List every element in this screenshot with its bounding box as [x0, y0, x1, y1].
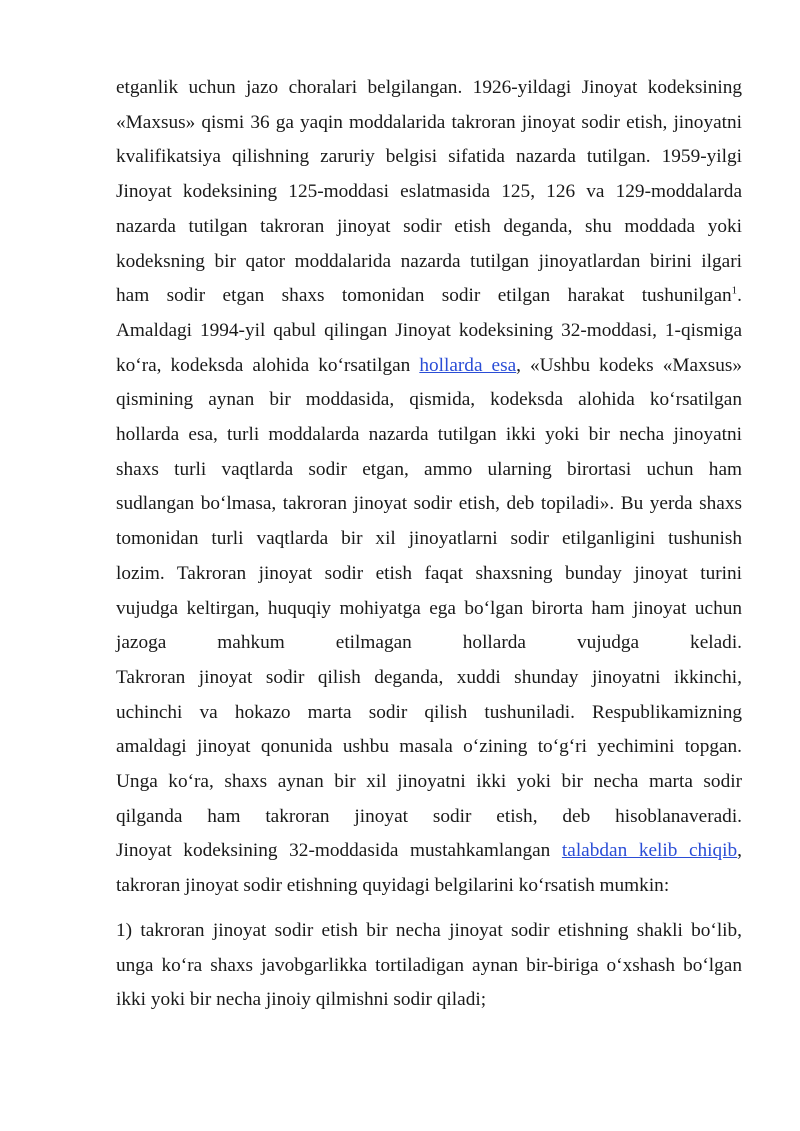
document-page	[116, 71, 742, 1018]
text-line: ikki yoki bir necha jinoiy qilmishni sodir qiladi;	[116, 989, 487, 1011]
text-segment: ham sodir etgan shaxs tomonidan sodir etilgan harakat tushunilgan	[116, 285, 732, 307]
text-line: jazoga mahkum etilmagan hollarda vujudga keladi.	[116, 632, 742, 654]
text-line: shaxs turli vaqtlarda sodir etgan, ammo ularning birortasi uchun ham	[116, 458, 742, 480]
text-segment: .	[737, 285, 742, 307]
text-line: kodeksning bir qator moddalarida nazarda tutilgan jinoyatlardan birini ilgari	[116, 250, 742, 272]
text-segment: ko‘ra, kodeksda alohida ko‘rsatilgan	[116, 354, 420, 376]
text-line: qismining aynan bir moddasida, qismida, kodeksda alohida ko‘rsatilgan	[116, 389, 742, 411]
text-line: etganlik uchun jazo choralari belgilangan. 1926-yildagi Jinoyat kodeksining	[116, 77, 742, 98]
text-line: takroran jinoyat sodir etishning quyidagi belgilarini ko‘rsatish mumkin:	[116, 875, 670, 897]
text-line: Unga ko‘ra, shaxs aynan bir xil jinoyatni ikki yoki bir necha marta sodir	[116, 771, 742, 793]
text-line	[116, 349, 742, 384]
text-line: nazarda tutilgan takroran jinoyat sodir etish deganda, shu moddada yoki	[116, 215, 742, 237]
text-line: Amaldagi 1994-yil qabul qilingan Jinoyat kodeksining 32-moddasi, 1-qismiga	[116, 319, 742, 341]
text-line: Takroran jinoyat sodir qilish deganda, xuddi shunday jinoyatni ikkinchi,	[116, 666, 742, 688]
text-line: kvalifikatsiya qilishning zaruriy belgisi sifatida nazarda tutilgan. 1959-yilgi	[116, 146, 742, 168]
footnote-marker[interactable]: 1	[731, 284, 738, 297]
text-line: 1) takroran jinoyat sodir etish bir necha jinoyat sodir etishning shakli bo‘lib,	[116, 919, 742, 941]
text-line: vujudga keltirgan, huquqiy mohiyatga ega bo‘lgan birorta ham jinoyat uchun	[116, 597, 742, 619]
text-segment: Jinoyat kodeksining 32-moddasida mustahkamlangan	[116, 840, 562, 862]
text-line: sudlangan bo‘lmasa, takroran jinoyat sodir etish, deb topiladi». Bu yerda shaxs	[116, 493, 742, 515]
body-paragraph	[116, 71, 742, 904]
text-line: uchinchi va hokazo marta sodir qilish tushuniladi. Respublikamizning	[116, 701, 742, 723]
list-item-paragraph	[116, 914, 742, 1018]
text-line	[116, 834, 742, 869]
text-line: qilganda ham takroran jinoyat sodir etish, deb hisoblanaveradi.	[116, 805, 742, 827]
text-segment: ,	[737, 840, 742, 862]
text-line	[116, 279, 742, 314]
text-line: amaldagi jinoyat qonunida ushbu masala o‘zining to‘g‘ri yechimini topgan.	[116, 736, 742, 758]
text-line: lozim. Takroran jinoyat sodir etish faqat shaxsning bunday jinoyat turini	[116, 562, 742, 584]
text-line: tomonidan turli vaqtlarda bir xil jinoyatlarni sodir etilganligini tushunish	[116, 528, 742, 550]
text-line: hollarda esa, turli moddalarda nazarda tutilgan ikki yoki bir necha jinoyatni	[116, 424, 742, 446]
text-line: «Maxsus» qismi 36 ga yaqin moddalarida takroran jinoyat sodir etish, jinoyatni	[116, 111, 742, 133]
hyperlink-talabdan-kelib-chiqib[interactable]: talabdan kelib chiqib	[561, 840, 738, 862]
text-segment: , «Ushbu kodeks «Maxsus»	[516, 354, 742, 376]
hyperlink-hollarda-esa[interactable]: hollarda esa	[419, 354, 517, 376]
text-line: unga ko‘ra shaxs javobgarlikka tortiladigan aynan bir-biriga o‘xshash bo‘lgan	[116, 954, 742, 976]
text-line: Jinoyat kodeksining 125-moddasi eslatmasida 125, 126 va 129-moddalarda	[116, 181, 742, 203]
